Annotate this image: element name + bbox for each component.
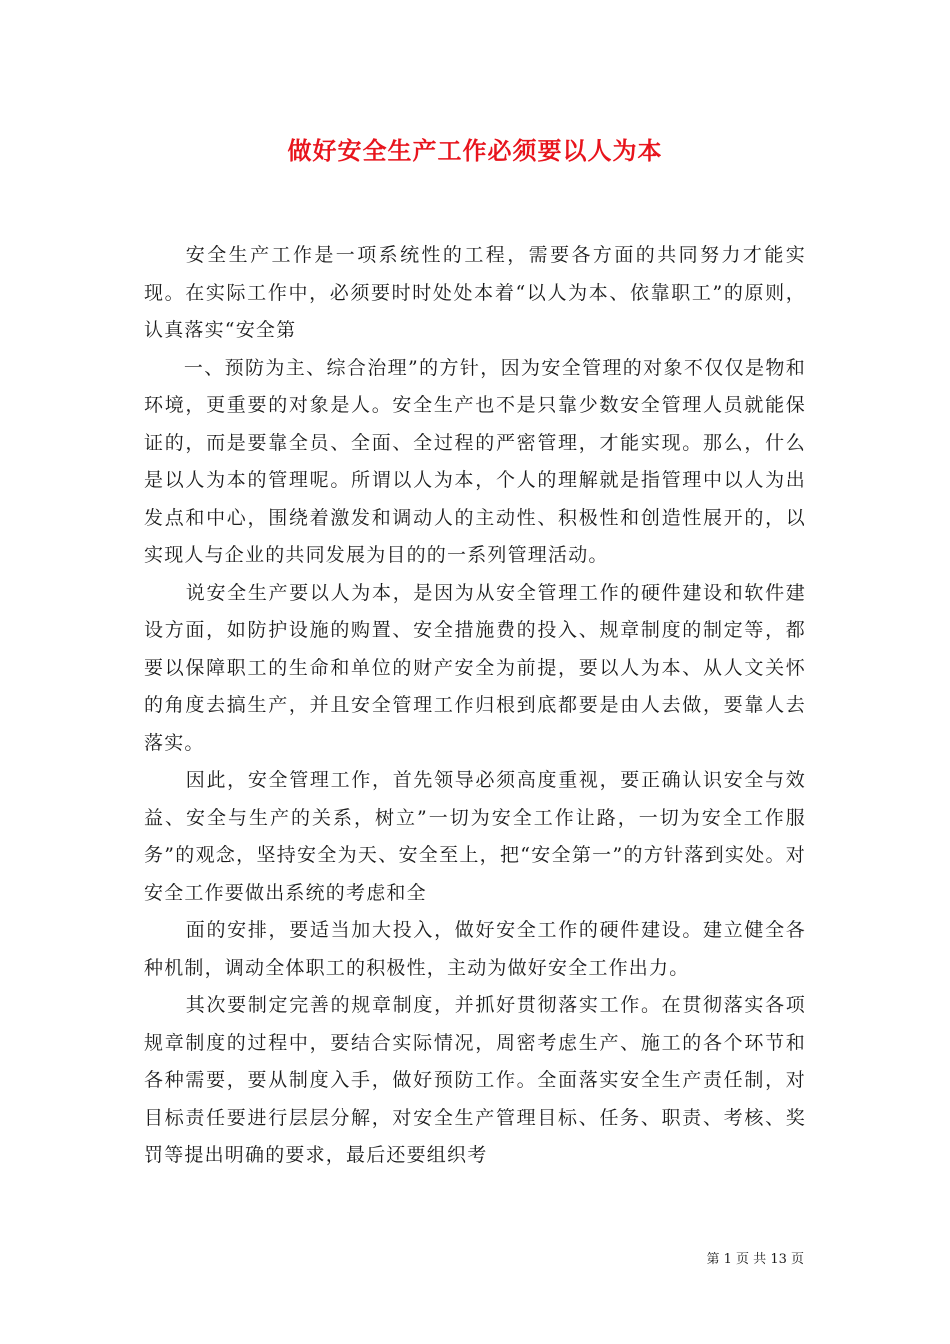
paragraph: 其次要制定完善的规章制度，并抓好贯彻落实工作。在贯彻落实各项规章制度的过程中，要结合实际情况，周密考虑生产、施工的各个环节和各种需要，要从制度入手，做好预防工作。全面落实安全生产责任制，对目标责任要进行层层分解，对安全生产管理目标、任务、职责、考核、奖罚等提出明确的要求，最后还要组织考: [144, 994, 806, 1166]
paragraph: 一、预防为主、综合治理”的方针，因为安全管理的对象不仅仅是物和环境，更重要的对象是人。安全生产也不是只靠少数安全管理人员就能保证的，而是要靠全员、全面、全过程的严密管理，才能实现。那么，什么是以人为本的管理呢。所谓以人为本，个人的理解就是指管理中以人为出发点和中心，围绕着激发和调动人的主动性、积极性和创造性展开的，以实现人与企业的共同发展为目的的一系列管理活动。: [144, 356, 806, 566]
document-title: 做好安全生产工作必须要以人为本: [287, 136, 663, 165]
paragraph: 面的安排，要适当加大投入，做好安全工作的硬件建设。建立健全各种机制，调动全体职工的积极性，主动为做好安全工作出力。: [144, 919, 806, 979]
document-body: [144, 237, 806, 1175]
page-number: 第 1 页 共 13 页: [706, 1252, 804, 1267]
paragraph: 说安全生产要以人为本，是因为从安全管理工作的硬件建设和软件建设方面，如防护设施的购置、安全措施费的投入、规章制度的制定等，都要以保障职工的生命和单位的财产安全为前提，要以人为本、从人文关怀的角度去搞生产，并且安全管理工作归根到底都要是由人去做，要靠人去落实。: [144, 581, 806, 754]
paragraph: 因此，安全管理工作，首先领导必须高度重视，要正确认识安全与效益、安全与生产的关系，树立”一切为安全工作让路，一切为安全工作服务”的观念，坚持安全为天、安全至上，把“安全第一”的方针落到实处。对安全工作要做出系统的考虑和全: [144, 769, 806, 904]
paragraph: 安全生产工作是一项系统性的工程，需要各方面的共同努力才能实现。在实际工作中，必须要时时处处本着“以人为本、依靠职工”的原则，认真落实“安全第: [144, 244, 806, 341]
